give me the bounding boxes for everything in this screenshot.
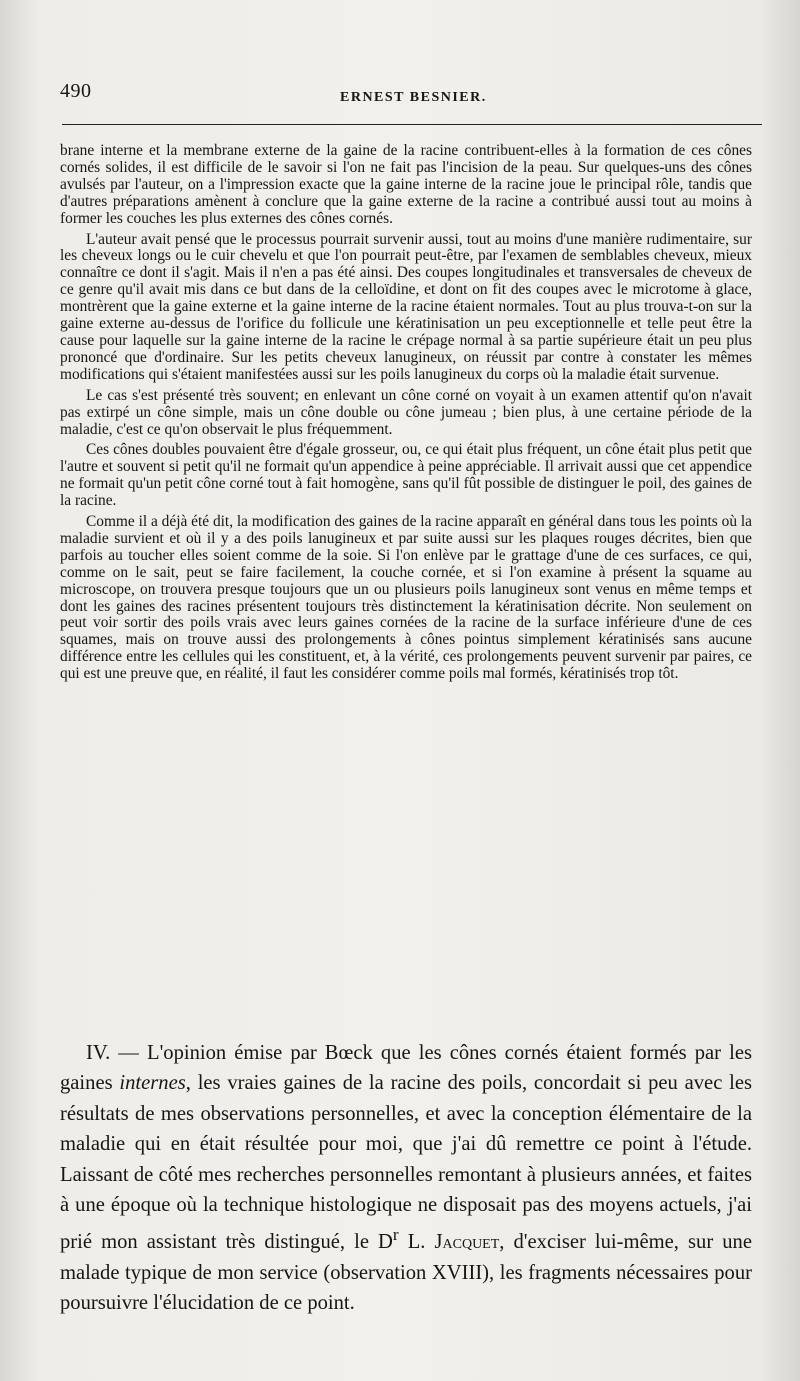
paragraph: L'auteur avait pensé que le processus pourrait survenir aussi, tout au moins d'une manière rudimentaire, sur les cheveux longs ou le cuir chevelu et que l'on pourrait peut-être, par l'examen de semblables cheveux, mieux connaître ce dont il s'agit. Mais il n'en a pas été ainsi. Des coupes longitudinales et transversales de cheveux de ce genre qu'il avait mis dans ce but dans de la celloïdine, et dont on fit des coupes avec le microtome à glace, montrèrent que la gaine externe et la gaine interne de la racine étaient normales. Tout au plus trouva-t-on sur la gaine externe au-dessus de l'orifice du follicule une kératinisation un peu exceptionnelle et telle peut être la cause pour laquelle sur la gaine interne de la racine le crépage normal à sa partie supérieure était un peu plus prononcé que d'ordinaire. Sur les petits cheveux lanugineux, on réussit par contre à constater les mêmes modifications qui s'étaient manifestées aussi sur les poils lanugineux du corps où la maladie était survenue. [60,230,752,383]
section-iv-text-4: , d'exciser lui-même, sur une malade typique de mon service (observation XVIII), les fragments nécessaires pour poursuivre l'élucidation de ce point. [60,1231,752,1315]
section-iv-smallcaps-name: Jacquet [434,1231,500,1254]
page-number: 490 [60,80,92,102]
section-iv-italic: internes [119,1072,186,1095]
section-iv [60,1038,752,1319]
main-text-small [60,143,752,683]
paragraph: Ces cônes doubles pouvaient être d'égale grosseur, ou, ce qui était plus fréquent, un cône était plus petit que l'autre et souvent si petit qu'il ne formait qu'un appendice à peine appréciable. Il arrivait aussi que cet appendice ne formait qu'un petit cône corné tout à fait homogène, sans qu'il fût possible de distinguer le poil, des gaines de la racine. [60,441,752,510]
section-iv-paragraph [60,1038,752,1319]
paragraph: Comme il a déjà été dit, la modification des gaines de la racine apparaît en général dans tous les points où la maladie survient et où il y a des poils lanugineux et par suite aussi sur les plaques rouges décrites, bien que parfois au toucher elles soient comme de la soie. Si l'on enlève par le grattage d'une de ces surfaces, ce qui, comme on le sait, peut se faire facilement, la couche cornée, et si l'on examine à présent la squame au microscope, on trouvera presque toujours que un ou plusieurs poils lanugineux sont venus en même temps et dont les gaines des racines présentent toujours très distinctement la kératinisation décrite. Non seulement on peut voir sortir des poils vrais avec leurs gaines cornées de la racine de la surface inférieure d'une de ces squames, mais on trouve aussi des prolongements à cônes pointus simplement kératinisés sans aucune différence entre les cellules qui les constituent, et, à la vérité, ces prolongements peuvent survenir par paires, ce qui est une preuve que, en réalité, il faut les considérer comme poils mal formés, kératinisés trop tôt. [60,513,752,683]
header-rule [62,124,762,125]
section-iv-superscript: r [392,1225,399,1245]
section-iv-text-2: , les vraies gaines de la racine des poils, concordait si peu avec les résultats de mes observations personnelles, et avec la conception élémentaire de la maladie qui en était résultée pour moi, que j'ai dû remettre ce point à l'étude. Laissant de côté mes recherches personnelles remontant à plusieurs années, et faites à une époque où la technique histologique ne disposait pas des moyens actuels, j'ai prié mon assistant très distingué, le D [60,1072,752,1254]
section-iv-text-1: IV. — L'opinion émise par Bœck que les cônes cornés étaient formés par les gaines [60,1042,752,1095]
running-head: ERNEST BESNIER. [340,90,487,105]
paragraph: brane interne et la membrane externe de la gaine de la racine contribuent-elles à la formation de ces cônes cornés solides, il est difficile de le savoir si l'on ne fait pas l'incision de la peau. Sur quelques-uns des cônes avulsés par l'auteur, on a l'impression exacte que la gaine interne de la racine joue le principal rôle, tandis que d'autres préparations amènent à conclure que la gaine externe de la racine a contribué aussi tout au moins à former les couches les plus externes des cônes cornés. [60,142,752,227]
section-iv-text-3: L. [398,1231,435,1254]
page-header [60,80,760,110]
paragraph: Le cas s'est présenté très souvent; en enlevant un cône corné on voyait à un examen attentif qu'on n'avait pas extirpé un cône simple, mais un cône double ou cône jumeau ; bien plus, à une certaine période de la maladie, c'est ce qu'on observait le plus fréquemment. [60,386,752,438]
